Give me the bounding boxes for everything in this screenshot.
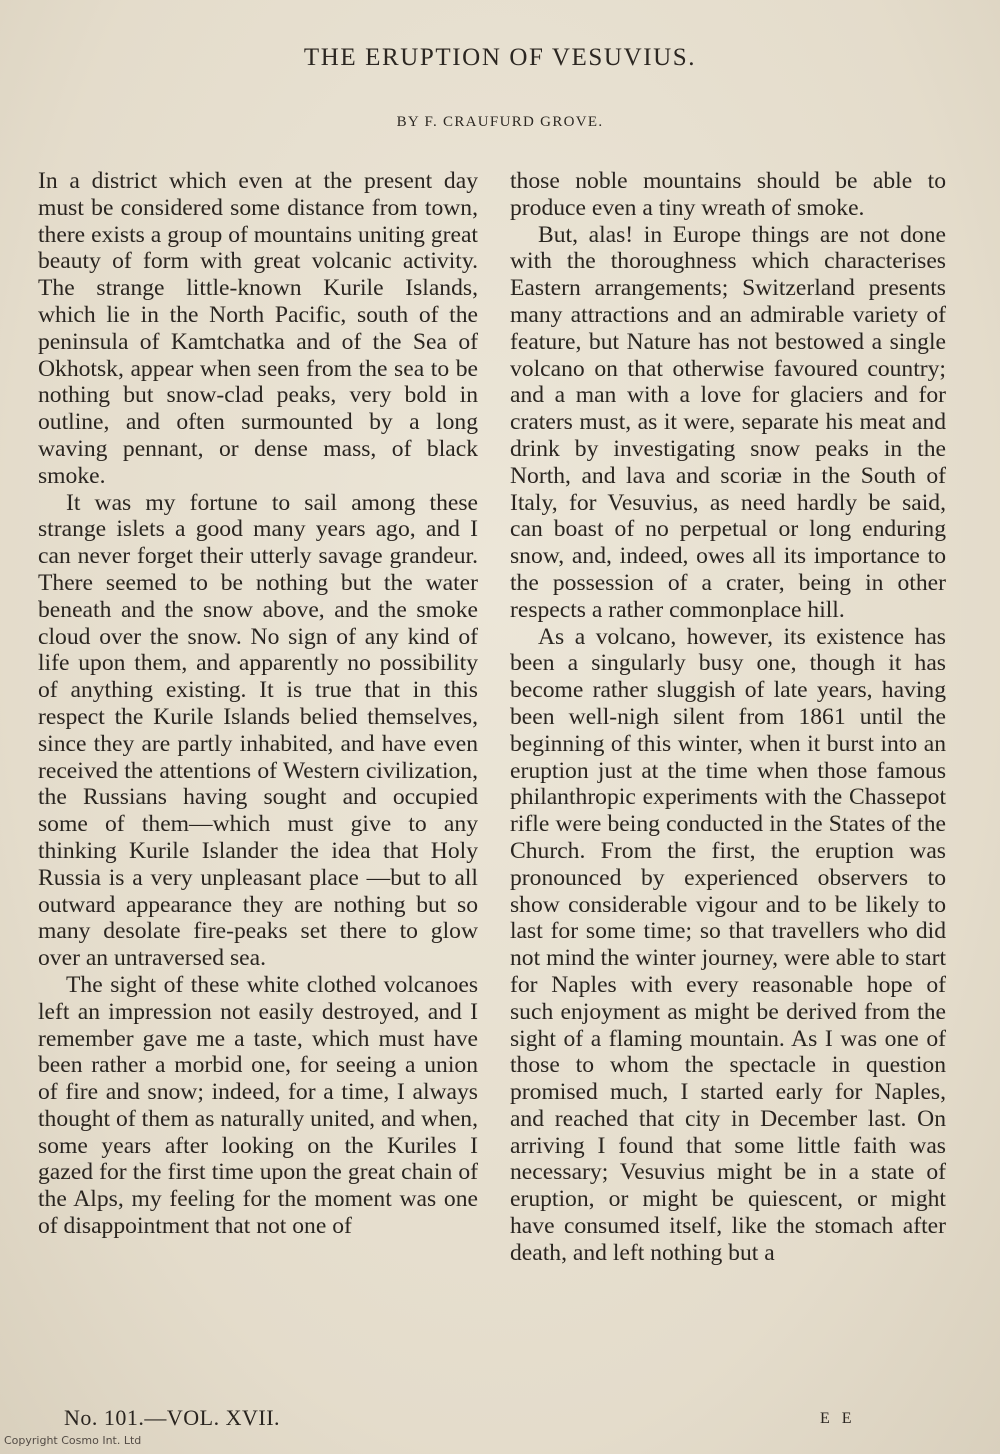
paragraph: those noble mountains should be able to produce even a tiny wreath of smoke. [510,168,946,221]
text-column-right [510,168,946,1267]
article-byline: BY F. CRAUFURD GROVE. [396,114,604,130]
paragraph: As a volcano, however, its existence has been a singularly busy one, though it has become rather sluggish of late years, having been well-nigh silent from 1861 until the beginning of this winter, when it burst into an eruption just at the time when those famous philanthropic experiments with the Chassepot rifle were being conducted in the States of the Church. From the first, the eruption was pronounced by experienced observers to show considerable vigour and to be likely to last for some time; so that travellers who did not mind the winter journey, were able to start for Naples with every reasonable hope of such enjoyment as might be derived from the sight of a flaming mountain. As I was one of those to whom the spectacle in question promised much, I started early for Naples, and reached that city in December last. On arriving I found that some little faith was necessary; Vesuvius might be in a state of eruption, or might be quiescent, or might have consumed itself, like the stomach after death, and left nothing but a [510,623,946,1266]
text-column-left [38,168,478,1240]
paragraph: The sight of these white clothed volcanoes left an impression not easily destroyed, and I remember gave me a taste, which must have been rather a morbid one, for seeing a union of fire and snow; indeed, for a time, I always thought of them as naturally united, and when, some years after looking on the Kuriles I gazed for the first time upon the great chain of the Alps, my feeling for the moment was one of disappointment that not one of [38,971,478,1240]
paragraph: In a district which even at the present day must be considered some distance from town, there exists a group of mountains uniting great beauty of form with great volcanic activity. The strange little-known Kurile Islands, which lie in the North Pacific, south of the peninsula of Kamtchatka and of the Sea of Okhotsk, appear when seen from the sea to be nothing but snow-clad peaks, very bold in outline, and often surmounted by a long waving pennant, or dense mass, of black smoke. [38,168,478,489]
article-title: THE ERUPTION OF VESUVIUS. [303,44,697,71]
paragraph: It was my fortune to sail among these strange islets a good many years ago, and I can never forget their utterly savage grandeur. There seemed to be nothing but the water beneath and the snow above, and the smoke cloud over the snow. No sign of any kind of life upon them, and apparently no possibility of anything existing. It is true that in this respect the Kurile Islands belied themselves, since they are partly inhabited, and have even received the attentions of Western civilization, the Russians having sought and occupied some of them—which must give to any thinking Kurile Islander the idea that Holy Russia is a very unpleasant place —but to all outward appearance they are nothing but so many desolate fire-peaks set there to glow over an untraversed sea. [38,489,478,972]
copyright-watermark: Copyright Cosmo Int. Ltd [4,1434,142,1447]
signature-mark: E E [820,1410,856,1427]
issue-volume-label: No. 101.—VOL. XVII. [64,1405,281,1430]
paragraph: But, alas! in Europe things are not done with the thoroughness which characterises Eastern arrangements; Switzerland presents many attractions and an admirable variety of feature, but Nature has not bestowed a single volcano on that otherwise favoured country; and a man with a love for glaciers and for craters must, as it were, separate his meat and drink by investigating snow peaks in the North, and lava and scoriæ in the South of Italy, for Vesuvius, as need hardly be said, can boast of no perpetual or long enduring snow, and, indeed, owes all its importance to the possession of a crater, being in other respects a rather commonplace hill. [510,221,946,623]
